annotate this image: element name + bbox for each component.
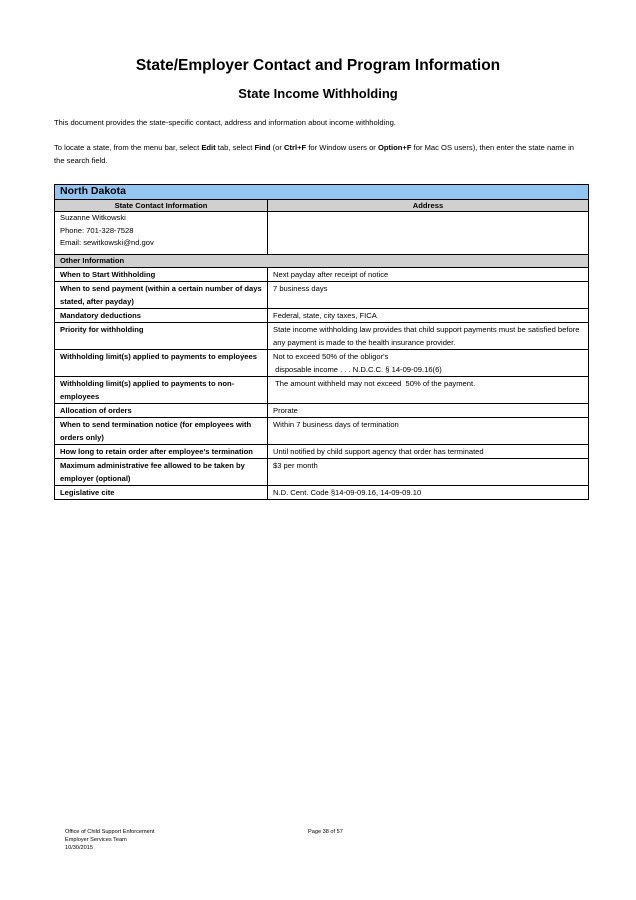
contact-phone: Phone: 701-328-7528	[60, 225, 134, 235]
instr-part-3: (or	[270, 143, 285, 152]
contact-cell	[55, 212, 268, 255]
row-label: Maximum administrative fee allowed to be taken by employer (optional)	[55, 459, 268, 486]
table-row	[55, 377, 589, 404]
table-row	[55, 445, 589, 459]
table-row	[55, 350, 589, 377]
footer-team: Employer Services Team	[65, 836, 127, 843]
row-value: Federal, state, city taxes, FICA	[268, 309, 589, 323]
row-label: When to send termination notice (for employees with orders only)	[55, 418, 268, 445]
state-name: North Dakota	[55, 185, 589, 200]
address-cell	[268, 212, 589, 255]
column-header-row	[55, 200, 589, 212]
instructions-text	[54, 142, 584, 167]
row-label: Mandatory deductions	[55, 309, 268, 323]
row-label: When to send payment (within a certain number of days stated, after payday)	[55, 282, 268, 309]
table-row	[55, 486, 589, 500]
instr-part-2: tab, select	[215, 143, 255, 152]
col-contact-header: State Contact Information	[55, 200, 268, 212]
row-label: Withholding limit(s) applied to payments to employees	[55, 350, 268, 377]
footer-office: Office of Child Support Enforcement	[65, 829, 155, 835]
instr-part-4: for Window users or	[306, 143, 378, 152]
row-label: Priority for withholding	[55, 323, 268, 350]
other-info-label: Other Information	[55, 255, 589, 268]
contact-row	[55, 212, 589, 255]
row-label: When to Start Withholding	[55, 268, 268, 282]
contact-email: Email: sewitkowski@nd.gov	[60, 238, 154, 247]
row-value-line-2: disposable income . . . N.D.C.C. § 14-09-09.16(6)	[273, 365, 442, 374]
instr-edit: Edit	[201, 143, 216, 152]
contact-name: Suzanne Witkowski	[60, 213, 126, 222]
instr-part-1: To locate a state, from the menu bar, select	[54, 143, 202, 152]
instr-optionf: Option+F	[377, 143, 412, 152]
table-row	[55, 418, 589, 445]
other-info-row	[55, 255, 589, 268]
page-title: State/Employer Contact and Program Information	[135, 57, 501, 74]
row-label: Allocation of orders	[55, 404, 268, 418]
row-label: Legislative cite	[55, 486, 268, 500]
row-value: Until notified by child support agency that order has terminated	[268, 445, 589, 459]
table-row	[55, 309, 589, 323]
row-value: N.D. Cent. Code §14-09-09.16, 14-09-09.10	[268, 486, 589, 500]
footer-info	[65, 829, 154, 852]
table-row	[55, 404, 589, 418]
instr-part-5: for Mac OS users), then enter the state name in the search field.	[54, 143, 574, 165]
state-info-table	[54, 184, 589, 500]
footer-date: 10/30/2015	[65, 844, 93, 851]
instr-find: Find	[254, 143, 271, 152]
row-value: Next payday after receipt of notice	[268, 268, 589, 282]
row-label: Withholding limit(s) applied to payments to non-employees	[55, 377, 268, 404]
intro-text: This document provides the state-specific contact, address and information about income withholding.	[54, 118, 396, 127]
row-value: 7 business days	[268, 282, 589, 309]
row-label: How long to retain order after employee's termination	[55, 445, 268, 459]
page-subtitle: State Income Withholding	[238, 86, 398, 101]
instr-ctrlf: Ctrl+F	[284, 143, 307, 152]
col-address-header: Address	[268, 200, 589, 212]
table-row	[55, 282, 589, 309]
row-value: Within 7 business days of termination	[268, 418, 589, 445]
row-value	[268, 350, 589, 377]
row-value: Prorate	[268, 404, 589, 418]
table-row	[55, 323, 589, 350]
row-value-line-1: Not to exceed 50% of the obligor's	[273, 352, 389, 361]
table-row	[55, 459, 589, 486]
row-value: State income withholding law provides that child support payments must be satisfied before any payment is made to the health insurance provider.	[268, 323, 589, 350]
row-value: The amount withheld may not exceed 50% of the payment.	[268, 377, 589, 404]
row-value: $3 per month	[268, 459, 589, 486]
state-header-row	[55, 185, 589, 200]
table-row	[55, 268, 589, 282]
footer-page-number: Page 38 of 57	[308, 829, 343, 835]
